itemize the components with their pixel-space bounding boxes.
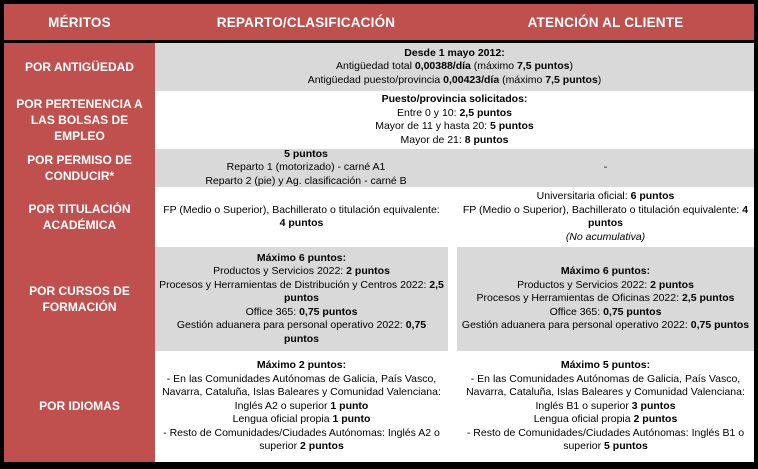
cell-pertenencia-merged: Puesto/provincia solicitados: Entre 0 y 10: 2,5 puntos Mayor de 11 y hasta 20: 5 puntos Mayor de 21: 8 puntos bbox=[155, 91, 754, 149]
merit-label-antiguedad: POR ANTIGÜEDAD bbox=[4, 43, 155, 91]
cell-titulacion-atencion: Universitaria oficial: 6 puntos FP (Medio o Superior), Bachillerato o titulación equivalente: 4 puntos (No acumulativa) bbox=[457, 187, 754, 247]
header-atencion-cliente: ATENCIÓN AL CLIENTE bbox=[527, 14, 684, 30]
cell-titulacion-reparto: FP (Medio o Superior), Bachillerato o titulación equivalente: 4 puntos bbox=[155, 187, 448, 247]
merit-label-titulacion: POR TITULACIÓN ACADÉMICA bbox=[4, 187, 155, 247]
cell-idiomas-atencion: Máximo 5 puntos: - En las Comunidades Autónomas de Galicia, País Vasco, Navarra, Cataluña, Islas Baleares y Comunidad Valenciana: Inglés B1 o superior 3 puntos Lengua oficial propia 2 puntos - Resto de Comunidades/Ciudades Autónomas: Inglés B1 o superior 5 puntos bbox=[457, 351, 754, 462]
cell-cursos-reparto: Máximo 6 puntos: Productos y Servicios 2022: 2 puntos Procesos y Herramientas de Distribución y Centros 2022: 2,5 puntos Office 365: 0,75 puntos Gestión aduanera para personal operativo 2022: 0,75 puntos bbox=[155, 247, 448, 351]
column-spacer bbox=[448, 187, 457, 247]
cell-idiomas-reparto: Máximo 2 puntos: - En las Comunidades Autónomas de Galicia, País Vasco, Navarra, Cataluña, Islas Baleares y Comunidad Valenciana: Inglés A2 o superior 1 punto Lengua oficial propia 1 punto - Resto de Comunidades/Ciudades Autónomas: Inglés A2 o superior 2 puntos bbox=[155, 351, 448, 462]
column-spacer bbox=[448, 247, 457, 351]
cell-antiguedad-merged: Desde 1 mayo 2012: Antigüedad total 0,00388/día (máximo 7,5 puntos) Antigüedad puesto/provincia 0,00423/día (máximo 7,5 puntos) bbox=[155, 43, 754, 91]
merit-label-cursos: POR CURSOS DE FORMACIÓN bbox=[4, 247, 155, 351]
cell-permiso-atencion: - bbox=[457, 149, 754, 187]
header-reparto-clasificacion: REPARTO/CLASIFICACIÓN bbox=[216, 14, 396, 30]
merit-label-idiomas: POR IDIOMAS bbox=[4, 351, 155, 462]
merit-label-pertenencia-bolsas: POR PERTENENCIA A LAS BOLSAS DE EMPLEO bbox=[4, 91, 155, 149]
table-header bbox=[4, 4, 754, 43]
header-merits: MÉRITOS bbox=[48, 14, 111, 30]
cell-permiso-reparto: 5 puntos Reparto 1 (motorizado) - carné A1 Reparto 2 (pie) y Ag. clasificación - carné B bbox=[155, 149, 457, 187]
column-spacer bbox=[448, 351, 457, 462]
merit-label-permiso-conducir: POR PERMISO DE CONDUCIR* bbox=[4, 149, 155, 187]
cell-cursos-atencion: Máximo 6 puntos: Productos y Servicios 2022: 2 puntos Procesos y Herramientas de Oficinas 2022: 2,5 puntos Office 365: 0,75 puntos Gestión aduanera para personal operativo 2022: 0,75 puntos bbox=[457, 247, 754, 351]
